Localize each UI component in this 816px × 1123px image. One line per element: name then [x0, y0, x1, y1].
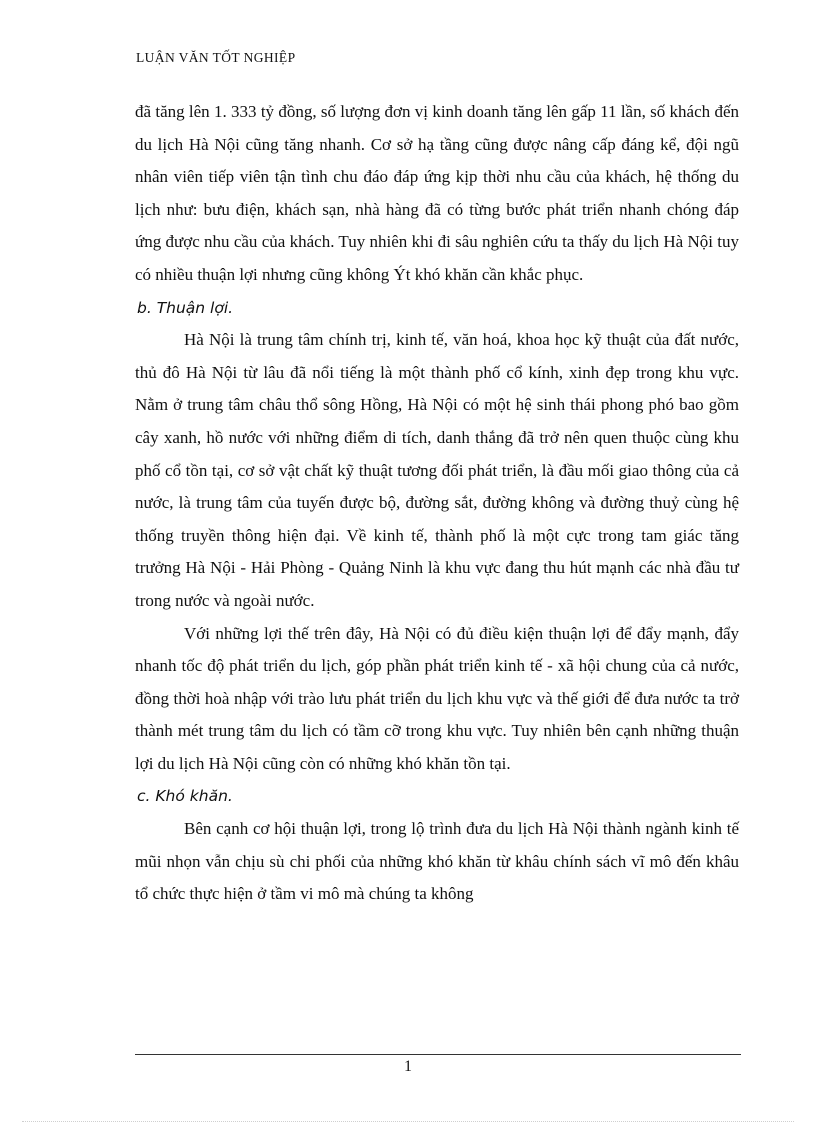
footer-rule — [135, 1054, 741, 1055]
paragraph-difficulties: Bên cạnh cơ hội thuận lợi, trong lộ trình đưa du lịch Hà Nội thành ngành kinh tế mũi nhọn vẫn chịu sù chi phối của những khó khăn từ khâu chính sách vĩ mô đến khâu tổ chức thực hiện ở tầm vi mô mà chúng ta không — [135, 819, 739, 904]
paragraph-continued: đã tăng lên 1. 333 tỷ đồng, số lượng đơn vị kinh doanh tăng lên gấp 11 lần, số khách đến du lịch Hà Nội cũng tăng nhanh. Cơ sở hạ tầng cũng được nâng cấp đáng kể, đội ngũ nhân viên tiếp viên tận tình chu đáo đáp ứng kịp thời nhu cầu của khách, hệ thống du lịch như: bưu điện, khách sạn, nhà hàng đã có từng bước phát triển nhanh chóng đáp ứng được nhu cầu của khách. Tuy nhiên khi đi sâu nghiên cứu ta thấy du lịch Hà Nội tuy có nhiều thuận lợi nhưng cũng không Ýt khó khăn cần khắc phục. — [135, 102, 739, 284]
section-heading-b: b. Thuận lợi. — [137, 298, 234, 317]
running-header: LUẬN VĂN TỐT NGHIỆP — [136, 50, 296, 65]
paragraph-opportunities: Với những lợi thế trên đây, Hà Nội có đủ điều kiện thuận lợi để đẩy mạnh, đẩy nhanh tốc độ phát triển du lịch, góp phần phát triển kinh tế - xã hội chung của cả nước, đồng thời hoà nhập với trào lưu phát triển du lịch khu vực và thế giới để đưa nước ta trở thành mét trung tâm du lịch có tầm cỡ trong khu vực. Tuy nhiên bên cạnh những thuận lợi du lịch Hà Nội cũng còn có những khó khăn tồn tại. — [135, 623, 739, 773]
section-heading-c: c. Khó khăn. — [137, 787, 233, 806]
page-body — [135, 96, 739, 911]
paragraph-advantages: Hà Nội là trung tâm chính trị, kinh tế, văn hoá, khoa học kỹ thuật của đất nước, thủ đô Hà Nội từ lâu đã nổi tiếng là một thành phố cổ kính, xinh đẹp trong khu vực. Nằm ở trung tâm châu thổ sông Hồng, Hà Nội có một hệ sinh thái phong phó bao gồm cây xanh, hồ nước với những điểm di tích, danh thắng đã trở nên quen thuộc cùng khu phố cổ tồn tại, cơ sở vật chất kỹ thuật tương đối phát triển, là đầu mối giao thông của cả nước, là trung tâm của tuyến được bộ, đường sắt, đường không và đường thuỷ cùng hệ thống truyền thông hiện đại. Về kinh tế, thành phố là một cực trong tam giác tăng trưởng Hà Nội - Hải Phòng - Quảng Ninh là khu vực đang thu hút mạnh các nhà đầu tư trong nước và ngoài nước. — [135, 330, 739, 610]
page-number: 1 — [404, 1058, 412, 1075]
page-edge-divider — [22, 1121, 794, 1122]
